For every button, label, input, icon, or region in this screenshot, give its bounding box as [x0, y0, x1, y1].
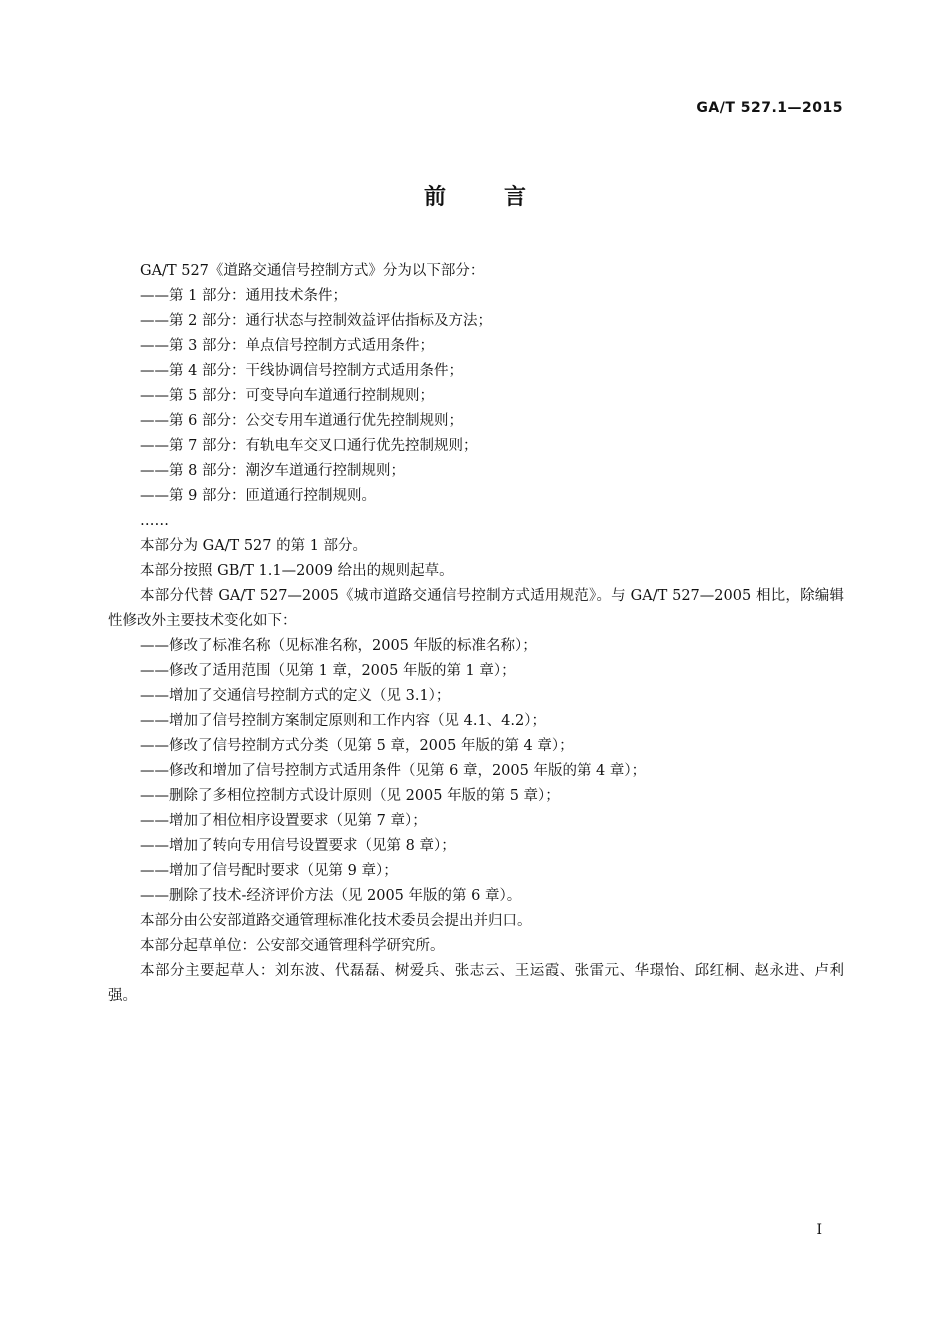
intro-paragraph: GA/T 527《道路交通信号控制方式》分为以下部分： — [140, 263, 485, 279]
part-item: ——第 9 部分：匝道通行控制规则。 — [140, 488, 376, 504]
change-item: ——增加了交通信号控制方式的定义（见 3.1）； — [140, 688, 451, 704]
foreword-body — [108, 259, 844, 1009]
drafters-statement: 本部分主要起草人：刘东波、代磊磊、树爱兵、张志云、王运霞、张雷元、华璟怡、邱红桐、赵永进、卢利强。 — [108, 963, 844, 1004]
part-item: ——第 5 部分：可变导向车道通行控制规则； — [140, 388, 434, 404]
drafting-unit-statement: 本部分起草单位：公安部交通管理科学研究所。 — [140, 938, 445, 954]
change-item: ——增加了相位相序设置要求（见第 7 章）； — [140, 813, 427, 829]
drafting-rules-statement: 本部分按照 GB/T 1.1—2009 给出的规则起草。 — [140, 563, 454, 579]
ellipsis: …… — [140, 513, 169, 529]
part-item: ——第 3 部分：单点信号控制方式适用条件； — [140, 338, 434, 354]
change-item: ——修改了适用范围（见第 1 章，2005 年版的第 1 章）； — [140, 663, 516, 679]
standard-code: GA/T 527.1—2015 — [696, 100, 843, 116]
proposed-by-statement: 本部分由公安部道路交通管理标准化技术委员会提出并归口。 — [140, 913, 532, 929]
change-item: ——删除了技术-经济评价方法（见 2005 年版的第 6 章）。 — [140, 888, 522, 904]
change-item: ——修改和增加了信号控制方式适用条件（见第 6 章，2005 年版的第 4 章）； — [140, 763, 647, 779]
part-item: ——第 4 部分：干线协调信号控制方式适用条件； — [140, 363, 463, 379]
changes-list — [108, 634, 844, 909]
part-of-statement: 本部分为 GA/T 527 的第 1 部分。 — [140, 538, 368, 554]
change-item: ——增加了转向专用信号设置要求（见第 8 章）； — [140, 838, 456, 854]
change-item: ——增加了信号控制方案制定原则和工作内容（见 4.1、4.2）； — [140, 713, 546, 729]
change-item: ——修改了信号控制方式分类（见第 5 章，2005 年版的第 4 章）； — [140, 738, 574, 754]
page-number: I — [816, 1222, 822, 1238]
change-item: ——删除了多相位控制方式设计原则（见 2005 年版的第 5 章）； — [140, 788, 560, 804]
replaces-statement: 本部分代替 GA/T 527—2005《城市道路交通信号控制方式适用规范》。与 GA/T 527—2005 相比，除编辑性修改外主要技术变化如下： — [108, 588, 844, 629]
part-item: ——第 1 部分：通用技术条件； — [140, 288, 347, 304]
part-item: ——第 2 部分：通行状态与控制效益评估指标及方法； — [140, 313, 492, 329]
change-item: ——增加了信号配时要求（见第 9 章）； — [140, 863, 398, 879]
page-title: 前言 — [423, 185, 584, 210]
parts-list — [108, 284, 844, 509]
part-item: ——第 6 部分：公交专用车道通行优先控制规则； — [140, 413, 463, 429]
part-item: ——第 8 部分：潮汐车道通行控制规则； — [140, 463, 405, 479]
part-item: ——第 7 部分：有轨电车交叉口通行优先控制规则； — [140, 438, 478, 454]
change-item: ——修改了标准名称（见标准名称，2005 年版的标准名称）； — [140, 638, 537, 654]
